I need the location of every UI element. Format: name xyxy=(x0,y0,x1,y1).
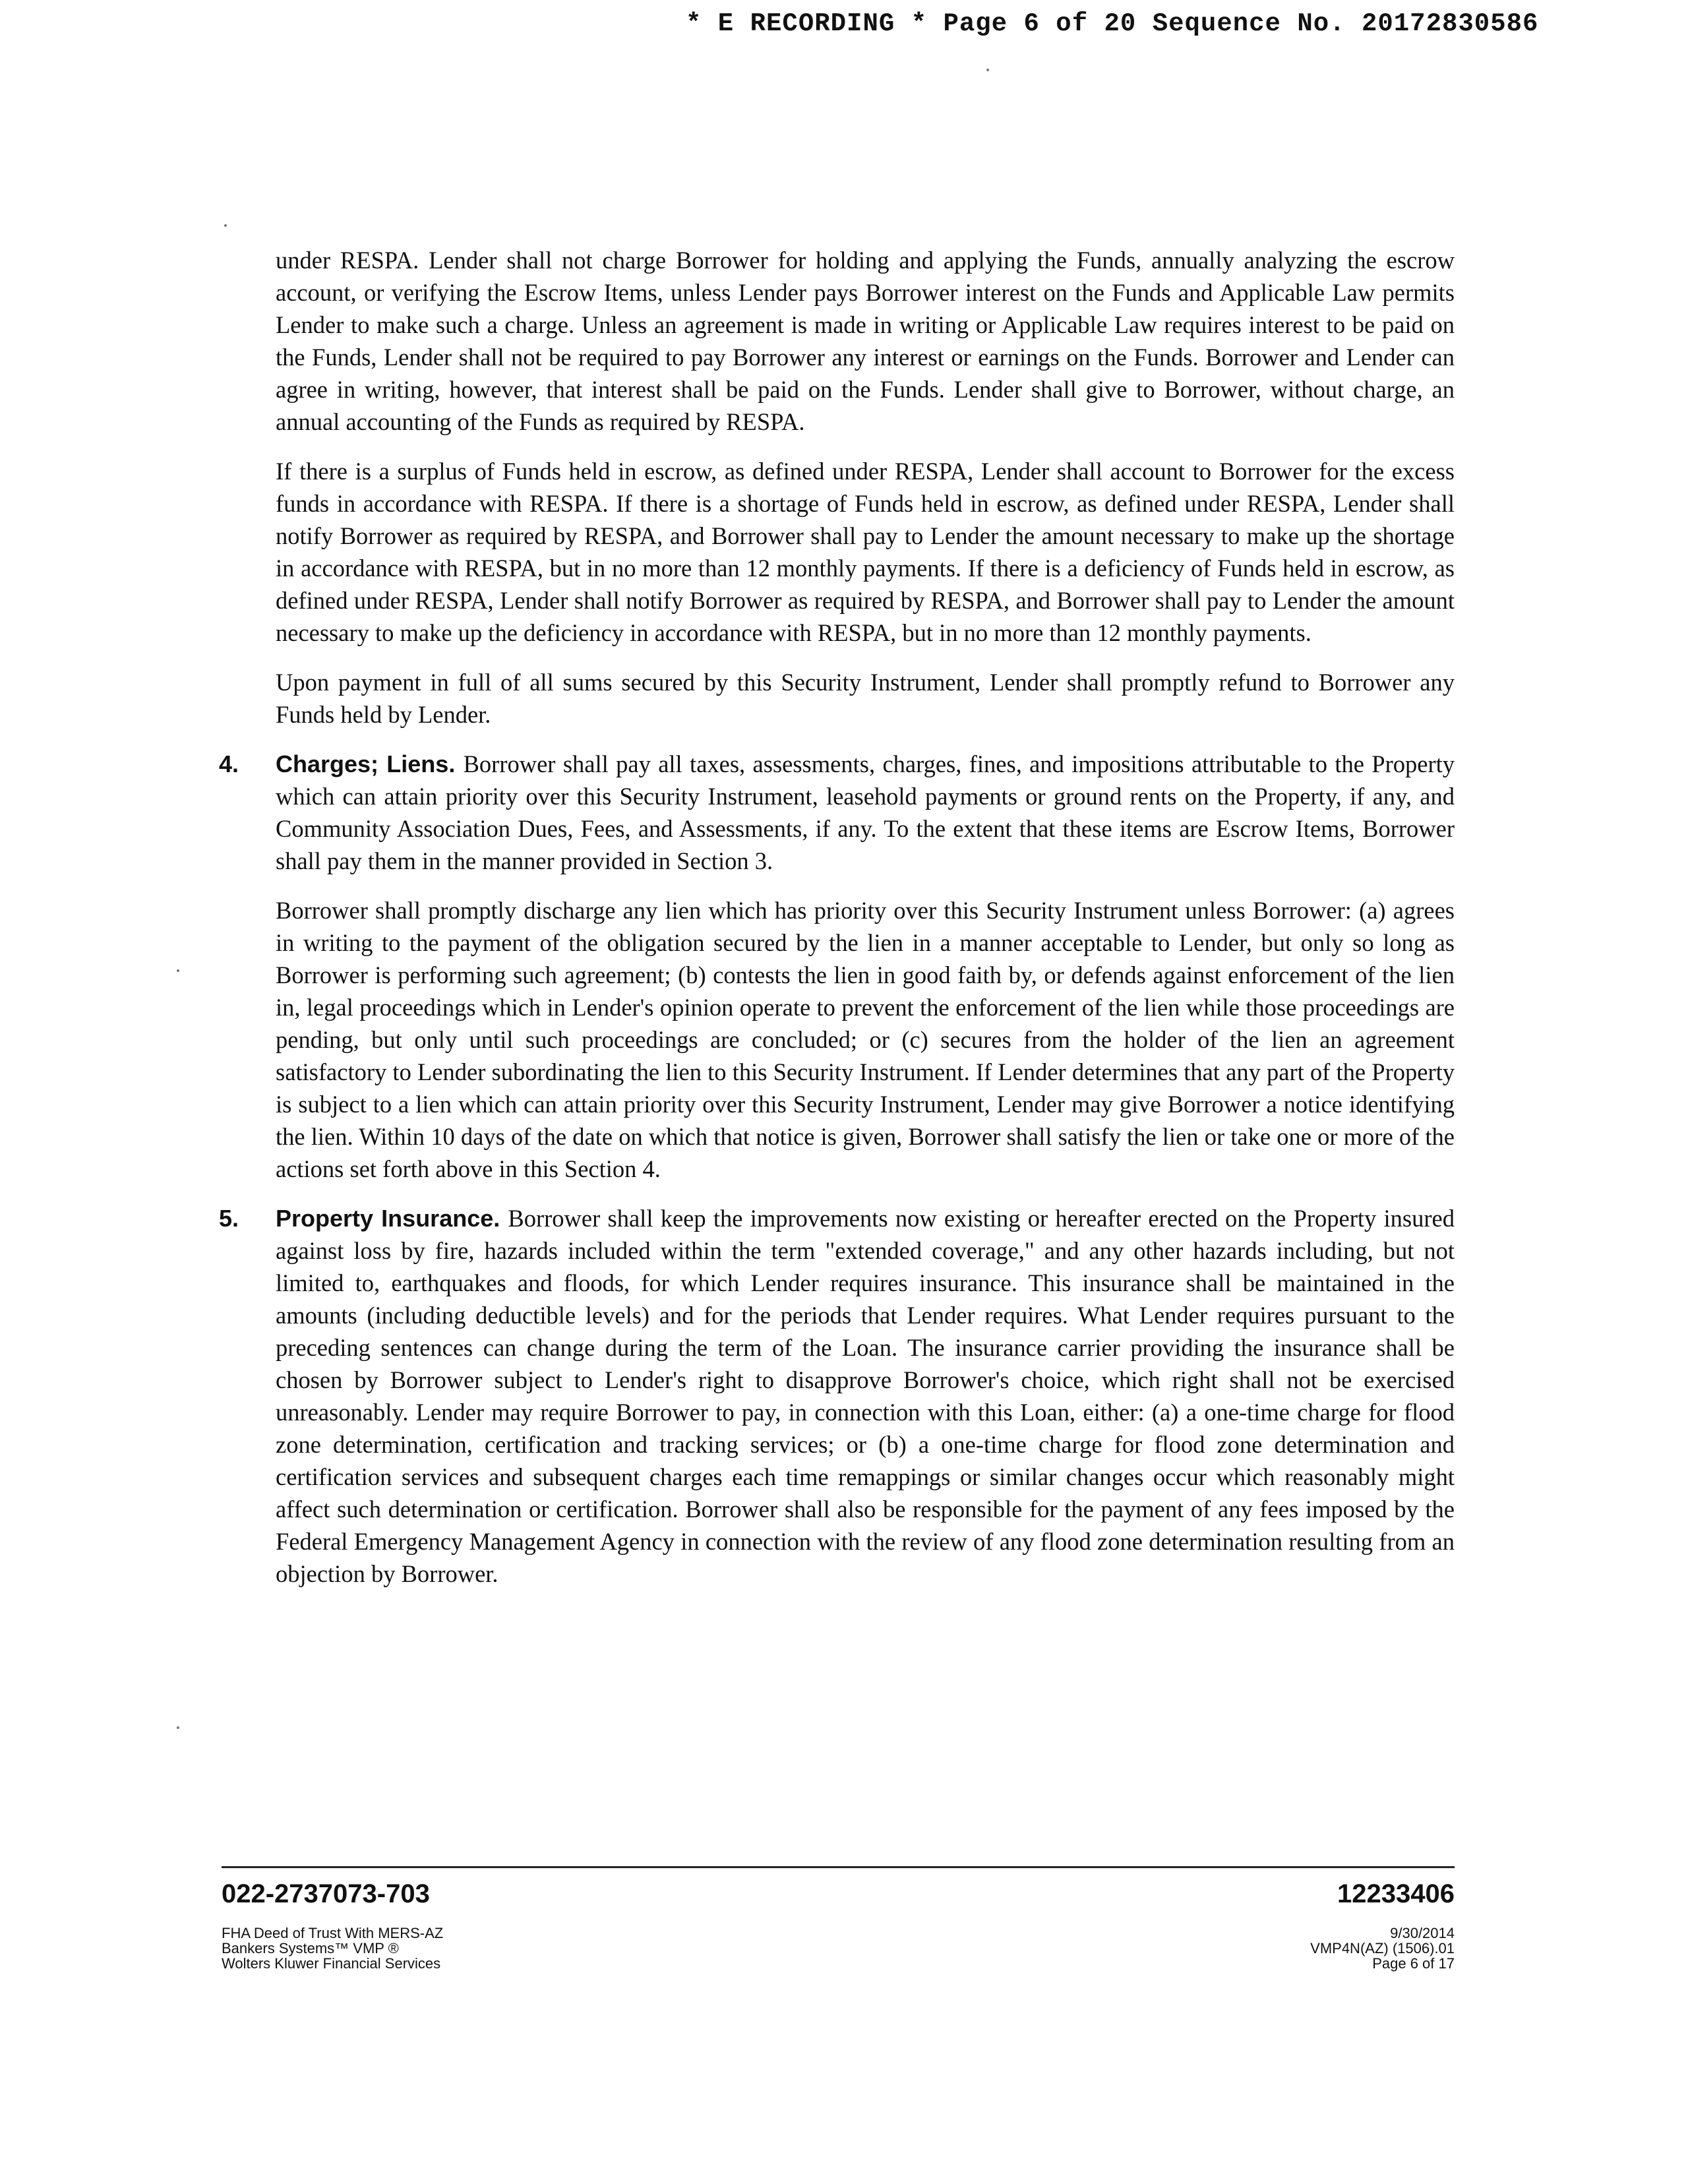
section-heading: Charges; Liens. xyxy=(276,750,464,777)
scan-speck xyxy=(177,1726,179,1729)
paragraph-refund: Upon payment in full of all sums secured by this Security Instrument, Lender shall promptly refund to Borrower any Funds held by Lender. xyxy=(276,669,1455,728)
loan-number: 022-2737073-703 xyxy=(222,1879,430,1908)
form-meta xyxy=(1310,1926,1455,1971)
section-heading: Property Insurance. xyxy=(276,1205,508,1232)
page-label: Page 6 of 17 xyxy=(1372,1955,1455,1972)
form-date: 9/30/2014 xyxy=(1390,1925,1455,1941)
form-vendor: Bankers Systems™ VMP ® xyxy=(222,1940,399,1957)
section-text: Borrower shall pay all taxes, assessments, charges, fines, and impositions attributable to the Property which can attain priority over this Security Instrument, leasehold payments or ground rents on the Property, if any, and Community Association Dues, Fees, and Assessments, if any. To the extent that these items are Escrow Items, Borrower shall pay them in the manner provided in Section 3. xyxy=(276,750,1455,874)
scan-speck xyxy=(177,969,179,972)
form-publisher: Wolters Kluwer Financial Services xyxy=(222,1955,441,1972)
section-text: Borrower shall keep the improvements now existing or hereafter erected on the Property insured against loss by fire, hazards included within the term "extended coverage," and any other hazards including, but not limited to, earthquakes and floods, for which Lender requires insurance. This insurance shall be maintained in the amounts (including deductible levels) and for the periods that Lender requires. What Lender requires pursuant to the preceding sentences can change during the term of the Loan. The insurance carrier providing the insurance shall be chosen by Borrower subject to Lender's right to disapprove Borrower's choice, which right shall not be exercised unreasonably. Lender may require Borrower to pay, in connection with this Loan, either: (a) a one-time charge for flood zone determination, certification and tracking services; or (b) a one-time charge for flood zone determination and certification services and subsequent charges each time remappings or similar changes occur which reasonably might affect such determination or certification. Borrower shall also be responsible for the payment of any fees imposed by the Federal Emergency Management Agency in connection with the review of any flood zone determination resulting from an objection by Borrower. xyxy=(276,1205,1455,1587)
recording-header: * E RECORDING * Page 6 of 20 Sequence No. 20172830586 xyxy=(686,9,1539,38)
paragraph-respa-surplus: If there is a surplus of Funds held in escrow, as defined under RESPA, Lender shall account to Borrower for the excess funds in accordance with RESPA. If there is a shortage of Funds held in escrow, as defined under RESPA, Lender shall notify Borrower as required by RESPA, and Borrower shall pay to Lender the amount necessary to make up the shortage in accordance with RESPA, but in no more than 12 monthly payments. If there is a deficiency of Funds held in escrow, as defined under RESPA, Lender shall notify Borrower as required by RESPA, and Borrower shall pay to Lender the amount necessary to make up the deficiency in accordance with RESPA, but in no more than 12 monthly payments. xyxy=(276,458,1455,646)
paragraph-discharge-lien: Borrower shall promptly discharge any lien which has priority over this Security Instrument unless Borrower: (a) agrees in writing to the payment of the obligation secured by the lien in a manner acceptable to Lender, but only so long as Borrower is performing such agreement; (b) contests the lien in good faith by, or defends against enforcement of the lien in, legal proceedings which in Lender's opinion operate to prevent the enforcement of the lien while those proceedings are pending, but only until such proceedings are concluded; or (c) secures from the holder of the lien an agreement satisfactory to Lender subordinating the lien to this Security Instrument. If Lender determines that any part of the Property is subject to a lien which can attain priority over this Security Instrument, Lender may give Borrower a notice identifying the lien. Within 10 days of the date on which that notice is given, Borrower shall satisfy the lien or take one or more of the actions set forth above in this Section 4. xyxy=(276,897,1455,1182)
form-title: FHA Deed of Trust With MERS-AZ xyxy=(222,1925,444,1941)
scan-speck xyxy=(224,224,227,227)
section-5-property-insurance xyxy=(219,1202,1455,1590)
document-id: 12233406 xyxy=(1337,1879,1455,1908)
scan-speck xyxy=(986,69,989,71)
form-info xyxy=(222,1926,443,1971)
section-number: 5. xyxy=(219,1205,239,1232)
section-number: 4. xyxy=(219,750,239,777)
section-4-charges-liens xyxy=(219,748,1455,877)
document-body xyxy=(219,244,1455,1607)
footer-divider xyxy=(222,1866,1455,1868)
form-code: VMP4N(AZ) (1506).01 xyxy=(1310,1940,1455,1957)
paragraph-respa-interest: under RESPA. Lender shall not charge Borrower for holding and applying the Funds, annually analyzing the escrow account, or verifying the Escrow Items, unless Lender pays Borrower interest on the Funds and Applicable Law permits Lender to make such a charge. Unless an agreement is made in writing or Applicable Law requires interest to be paid on the Funds, Lender shall not be required to pay Borrower any interest or earnings on the Funds. Borrower and Lender can agree in writing, however, that interest shall be paid on the Funds. Lender shall give to Borrower, without charge, an annual accounting of the Funds as required by RESPA. xyxy=(276,247,1455,435)
